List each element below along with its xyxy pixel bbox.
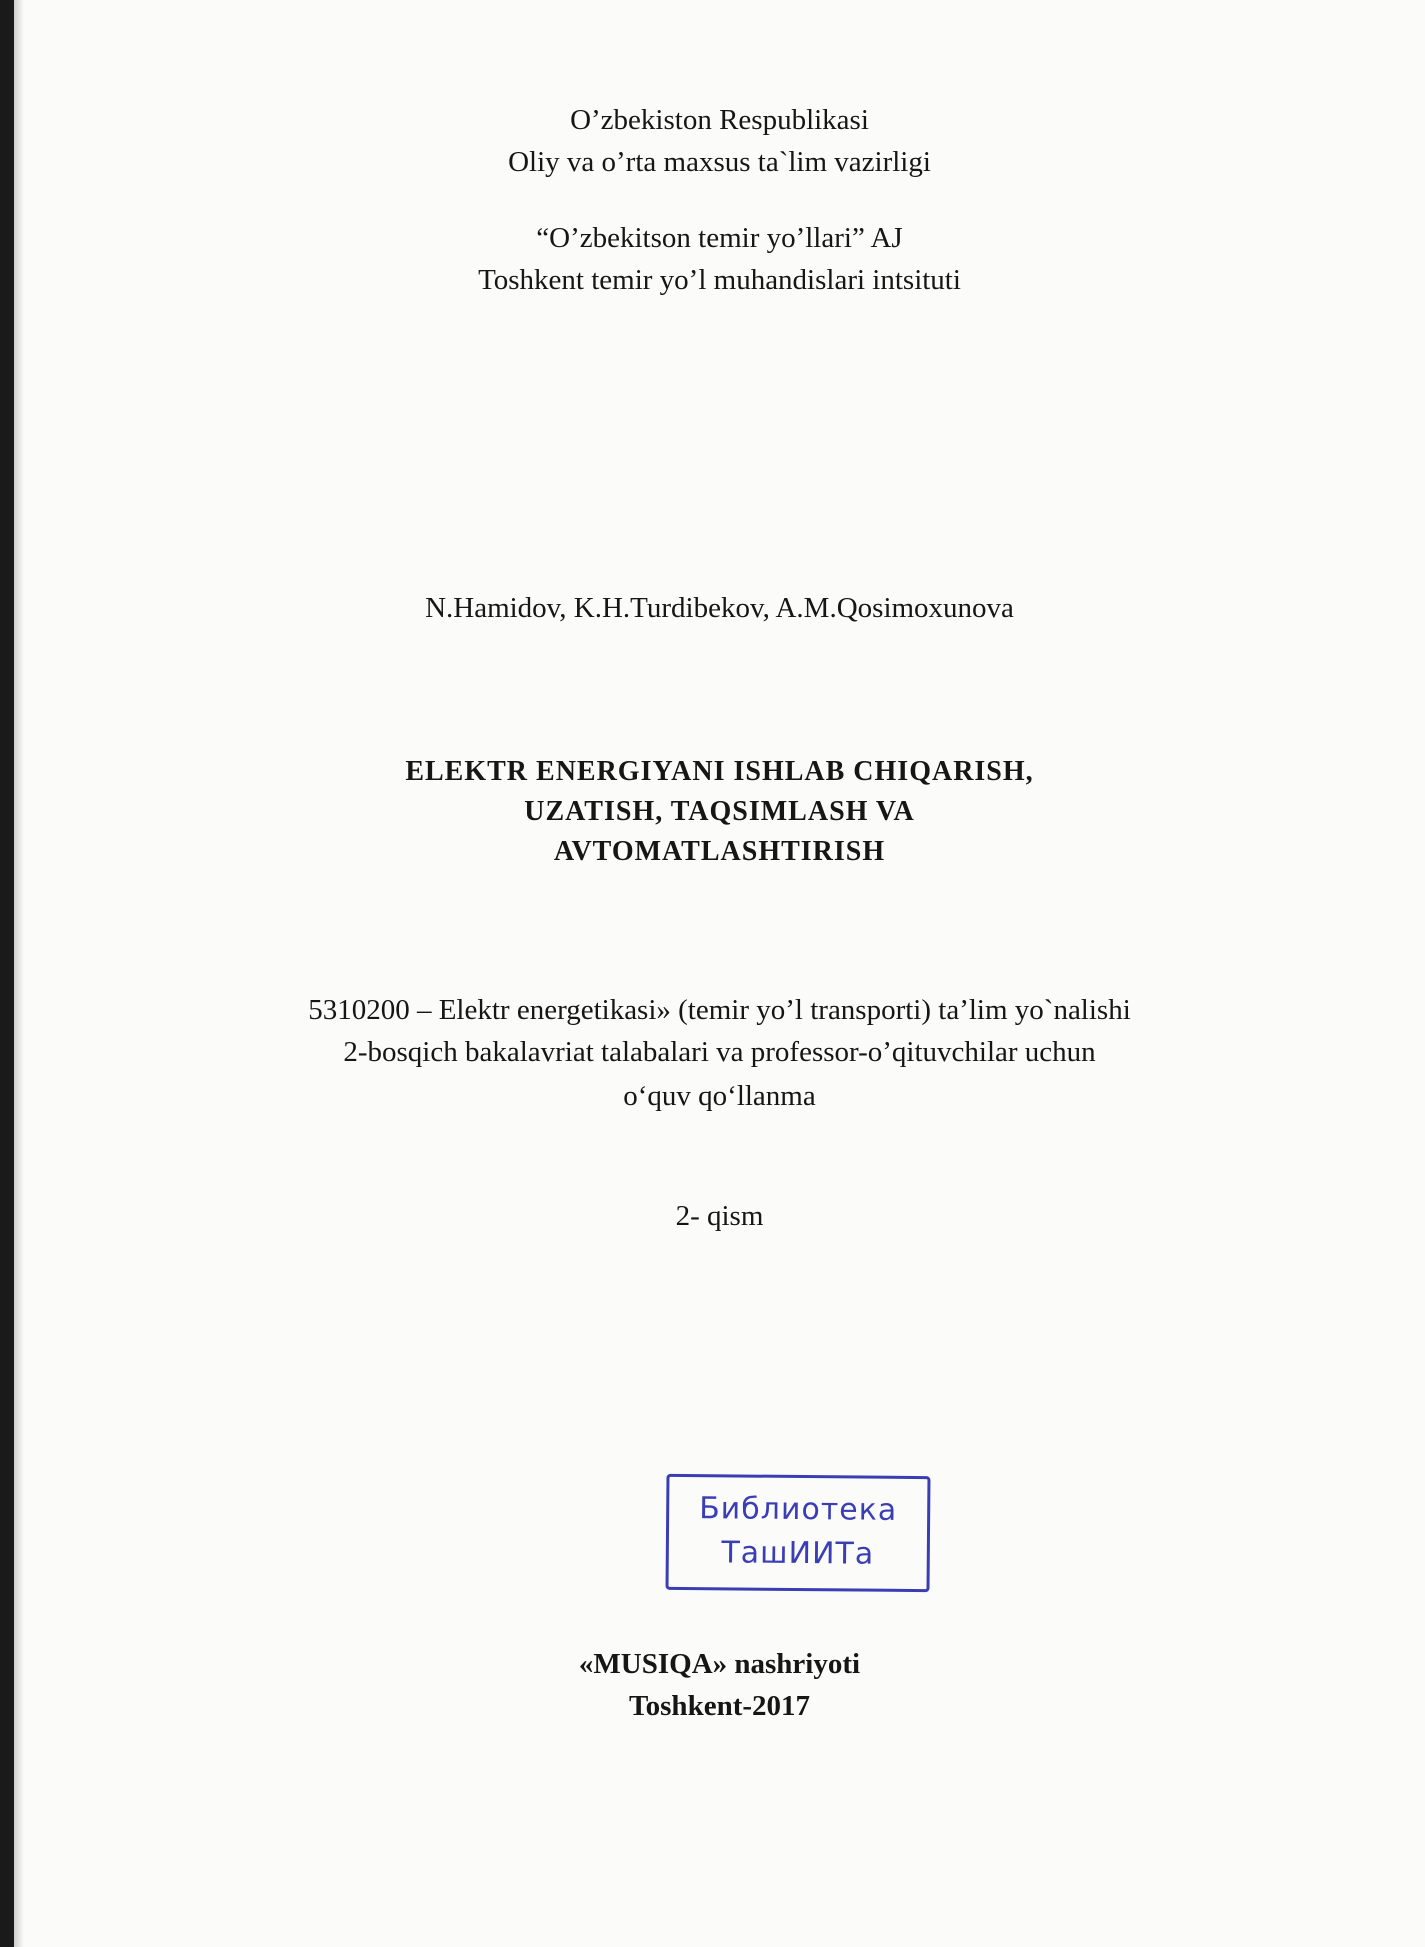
stamp-line-2: ТашИИТа — [721, 1535, 875, 1572]
ministry-line-1: O’zbekiston Respublikasi — [570, 104, 869, 136]
part-number: 2- qism — [675, 1200, 764, 1232]
authors-line: N.Hamidov, K.H.Turdibekov, A.M.Qosimoxunova — [425, 592, 1014, 624]
description-line-2: 2-bosqich bakalavriat talabalari va professor-o’qituvchilar uchun — [343, 1036, 1096, 1068]
title-line-2: UZATISH, TAQSIMLASH VA — [524, 796, 915, 827]
publisher-name: «MUSIQA» nashriyoti — [578, 1648, 861, 1680]
document-page — [14, 0, 1425, 1947]
organization-line-1: “O’zbekitson temir yo’llari” AJ — [536, 222, 903, 254]
organization-line-2: Toshkent temir yo’l muhandislari intsituti — [478, 264, 961, 296]
stamp-line-1: Библиотека — [699, 1491, 898, 1528]
description-line-1: 5310200 – Elektr energetikasi» (temir yo’l transporti) ta’lim yo`nalishi — [308, 994, 1131, 1026]
ministry-line-2: Oliy va o’rta maxsus ta`lim vazirligi — [508, 146, 931, 178]
publisher-city-year: Toshkent-2017 — [628, 1690, 811, 1722]
library-stamp — [665, 1474, 930, 1592]
title-line-3: AVTOMATLASHTIRISH — [553, 836, 886, 867]
title-line-1: ELEKTR ENERGIYANI ISHLAB CHIQARISH, — [405, 756, 1034, 787]
description-line-3: o‘quv qo‘llanma — [623, 1080, 816, 1112]
